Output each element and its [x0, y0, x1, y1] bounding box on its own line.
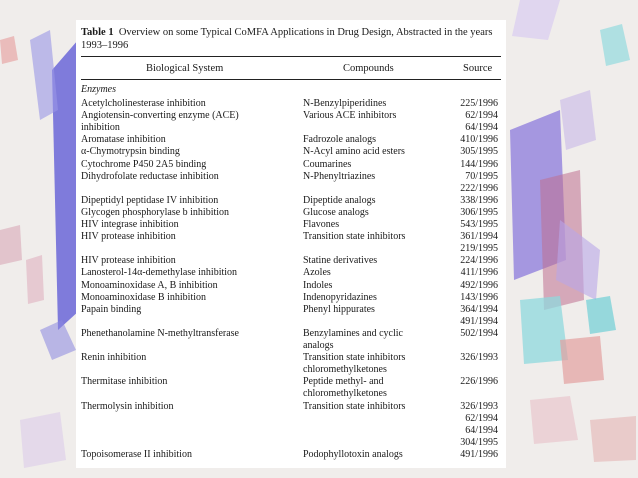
table-row — [81, 110, 501, 122]
table-row — [81, 159, 501, 171]
section-enzymes: Enzymes — [81, 84, 116, 95]
table-row — [81, 267, 501, 279]
cell-biological-system: Papain binding — [81, 303, 142, 315]
cell-compounds: Phenyl hippurates — [303, 303, 375, 315]
cell-biological-system: α-Chymotrypsin binding — [81, 146, 180, 158]
cell-source: 491/1994 — [460, 315, 498, 327]
cell-source: 305/1995 — [460, 146, 498, 158]
cell-compounds: Transition state inhibitors — [303, 231, 406, 243]
cell-compounds: Flavones — [303, 219, 340, 230]
cell-source: 225/1996 — [460, 98, 498, 109]
cell-compounds: Indoles — [303, 279, 333, 291]
cell-source: 62/1994 — [465, 412, 498, 424]
cell-biological-system: Phenethanolamine N-methyltransferase — [81, 327, 239, 339]
cell-compounds: Podophyllotoxin analogs — [303, 448, 403, 460]
table-row — [81, 280, 501, 292]
cell-biological-system: Monoaminoxidase A, B inhibition — [81, 279, 218, 291]
cell-compounds: chloromethylketones — [303, 364, 387, 376]
cell-compounds: Transition state inhibitors — [303, 400, 406, 412]
table-row — [81, 243, 501, 255]
cell-source: 226/1996 — [460, 376, 498, 388]
table-row — [81, 122, 501, 134]
cell-compounds: Various ACE inhibitors — [303, 110, 397, 122]
cell-biological-system: HIV protease inhibition — [81, 255, 176, 267]
cell-compounds: Azoles — [303, 267, 331, 279]
cell-biological-system: Dihydrofolate reductase inhibition — [81, 170, 219, 182]
table-label: Table 1 — [81, 27, 114, 38]
cell-compounds: chloromethylketones — [303, 388, 387, 400]
cell-compounds: Benzylamines and cyclic — [303, 327, 403, 339]
table-title: Overview on some Typical CoMFA Applications in Drug Design, Abstracted in the years 1993–1996 — [81, 27, 493, 51]
table-row — [81, 207, 501, 219]
table-row — [81, 352, 501, 364]
table-row — [81, 255, 501, 267]
cell-biological-system: Aromatase inhibition — [81, 134, 166, 146]
table-row — [81, 364, 501, 376]
cell-biological-system: Renin inhibition — [81, 352, 147, 364]
cell-compounds: Fadrozole analogs — [303, 134, 377, 146]
cell-compounds: N-Benzylpiperidines — [303, 98, 387, 109]
cell-compounds: N-Acyl amino acid esters — [303, 146, 405, 158]
cell-biological-system: Monoaminoxidase B inhibition — [81, 291, 206, 303]
table-row — [81, 316, 501, 328]
cell-source: 364/1994 — [460, 303, 498, 315]
cell-source: 410/1996 — [460, 134, 498, 146]
table-row — [81, 401, 501, 413]
table-row — [81, 292, 501, 304]
cell-source: 326/1993 — [460, 352, 498, 364]
cell-biological-system: Thermolysin inhibition — [81, 400, 174, 412]
cell-compounds: Transition state inhibitors — [303, 352, 406, 364]
cell-compounds: N-Phenyltriazines — [303, 170, 376, 182]
cell-source: 338/1996 — [460, 194, 498, 206]
cell-biological-system: Acetylcholinesterase inhibition — [81, 98, 206, 109]
cell-source: 70/1995 — [465, 170, 498, 182]
cell-compounds: Glucose analogs — [303, 206, 369, 218]
cell-source: 224/1996 — [460, 255, 498, 267]
cell-source: 411/1996 — [460, 267, 498, 279]
cell-source: 502/1994 — [460, 327, 498, 339]
cell-source: 144/1996 — [460, 158, 498, 170]
cell-source: 143/1996 — [460, 291, 498, 303]
cell-compounds: Dipeptide analogs — [303, 194, 376, 206]
header-compounds: Compounds — [343, 63, 394, 74]
table-row — [81, 449, 501, 461]
table-row — [81, 328, 501, 340]
cell-source: 219/1995 — [460, 243, 498, 255]
cell-compounds: Indenopyridazines — [303, 291, 377, 303]
table-row — [81, 340, 501, 352]
table-row — [81, 231, 501, 243]
header-biological-system: Biological System — [146, 63, 224, 74]
cell-biological-system: Topoisomerase II inhibition — [81, 448, 192, 460]
table-row — [81, 98, 501, 110]
table-row — [81, 134, 501, 146]
cell-compounds: Coumarines — [303, 158, 352, 170]
cell-biological-system: inhibition — [81, 122, 120, 134]
table-caption — [81, 26, 501, 52]
top-rule — [81, 56, 501, 57]
table-row — [81, 219, 501, 231]
table-row — [81, 304, 501, 316]
cell-biological-system: Dipeptidyl peptidase IV inhibition — [81, 194, 219, 206]
cell-compounds: Statine derivatives — [303, 255, 378, 267]
table-row — [81, 171, 501, 183]
cell-biological-system: Lanosterol-14α-demethylase inhibition — [81, 267, 238, 279]
cell-biological-system: Thermitase inhibition — [81, 376, 168, 388]
table-row — [81, 388, 501, 400]
cell-biological-system: HIV integrase inhibition — [81, 219, 179, 230]
table-row — [81, 376, 501, 388]
cell-source: 304/1995 — [460, 436, 498, 448]
cell-source: 492/1996 — [460, 279, 498, 291]
header-source: Source — [463, 63, 493, 74]
cell-source: 326/1993 — [460, 400, 498, 412]
cell-source: 64/1994 — [465, 122, 498, 134]
cell-source: 491/1996 — [460, 448, 498, 460]
cell-source: 543/1995 — [460, 219, 498, 230]
cell-source: 306/1995 — [460, 206, 498, 218]
cell-biological-system: HIV protease inhibition — [81, 231, 176, 243]
cell-source: 64/1994 — [465, 424, 498, 436]
table-row — [81, 413, 501, 425]
table-row — [81, 146, 501, 158]
cell-source: 222/1996 — [460, 182, 498, 194]
cell-biological-system: Angiotensin-converting enzyme (ACE) — [81, 110, 239, 122]
cell-compounds: Peptide methyl- and — [303, 376, 384, 388]
table-row — [81, 195, 501, 207]
cell-biological-system: Cytochrome P450 2A5 binding — [81, 158, 207, 170]
cell-compounds: analogs — [303, 340, 334, 351]
header-rule — [81, 79, 501, 80]
cell-source: 361/1994 — [460, 231, 498, 243]
table-row — [81, 425, 501, 437]
cell-source: 62/1994 — [465, 110, 498, 122]
cell-biological-system: Glycogen phosphorylase b inhibition — [81, 206, 230, 218]
table-row — [81, 437, 501, 449]
table-row — [81, 183, 501, 195]
